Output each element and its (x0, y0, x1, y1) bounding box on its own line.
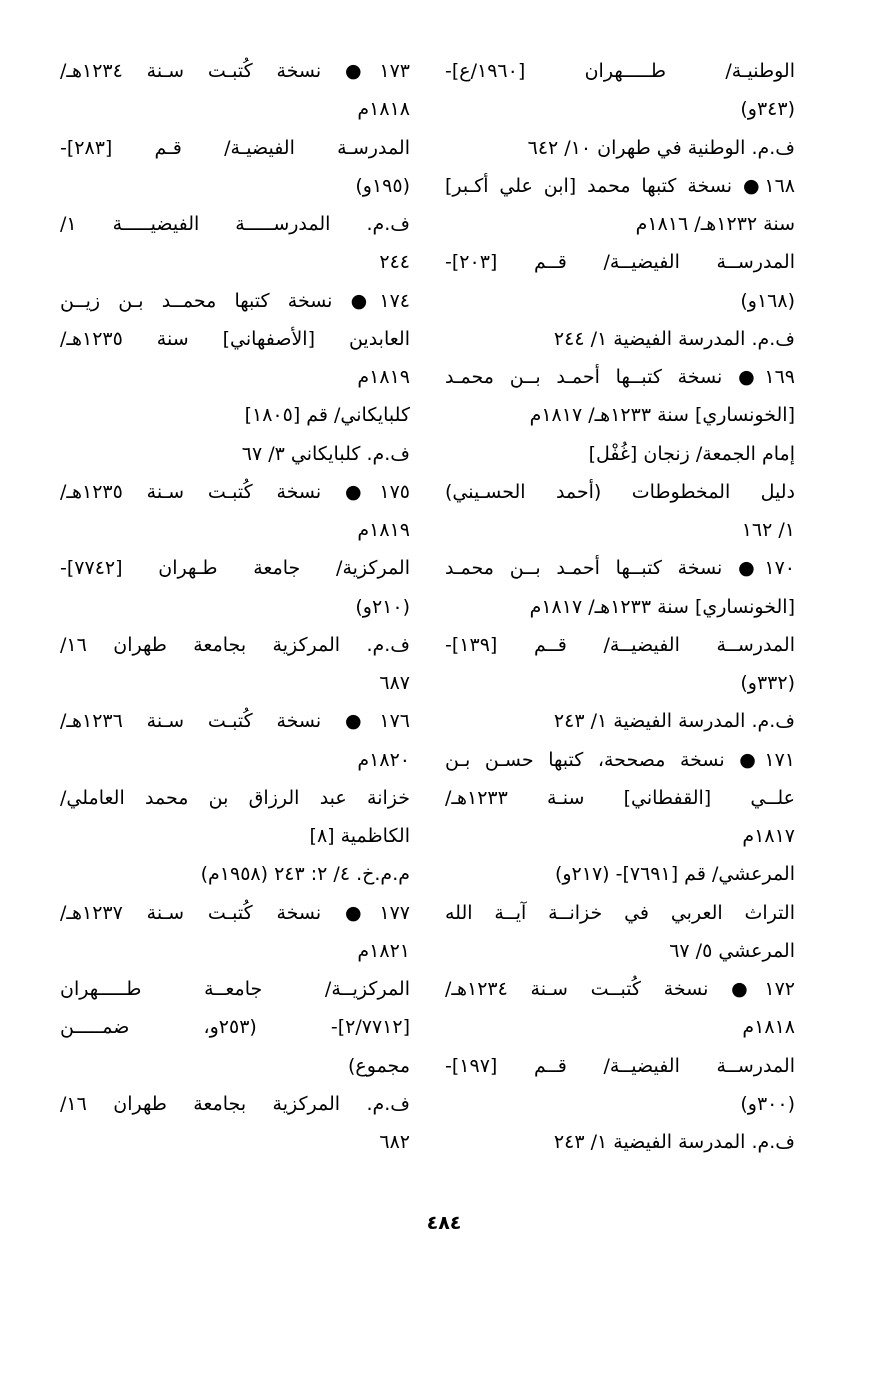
text-line: ف.م. المركزية بجامعة طهران ١٦/ (60, 633, 410, 656)
text-line: ١٦٨● نسخة كتبها محمد [ابن علي أكـبر] (445, 174, 795, 197)
text-line: (٣٣٢و) (740, 672, 795, 694)
text-line: ١٧٠● نسخة كتبــها أحمـد بــن محمـد (445, 557, 795, 580)
text-line: مجموع) (348, 1054, 410, 1077)
text-line: م.م.خ. ٤/ ٢: ٢٤٣ (١٩٥٨م) (200, 863, 410, 886)
text-line: ١٨٢٠م (357, 748, 410, 771)
left-column (60, 52, 410, 1161)
text-line: المركزية/ جامعة طـهران [٧٧٤٢]- (60, 557, 410, 580)
text-line: ٢٤٤ (379, 251, 410, 274)
text-line: (٣٠٠و) (740, 1092, 795, 1115)
text-line: المدرســة الفيضيــة/ قــم [١٩٧]- (445, 1054, 795, 1077)
text-line: العابدين [الأصفهاني] سنة ١٢٣٥هـ/ (60, 327, 410, 350)
text-line: خزانة عبد الرزاق بن محمد العاملي/ (60, 786, 410, 809)
text-line: ١٨٢١م (357, 939, 410, 962)
page-number: ٤٨٤ (426, 1212, 462, 1234)
text-line: ف.م. المركزية بجامعة طهران ١٦/ (60, 1092, 410, 1115)
text-line: المدرسـة الفيضيـة/ قـم [٢٨٣]- (60, 136, 410, 159)
text-line: الكاظمية [٨] (309, 825, 410, 847)
text-line: ١٧٣● نسخة كُتبـت سـنة ١٢٣٤هـ/ (60, 60, 410, 82)
text-line: إمام الجمعة/ زنجان [غُفْل] (588, 442, 795, 465)
text-line: دليل المخطوطات (أحمد الحسـيني) (445, 480, 795, 503)
text-line: المرعشي ٥/ ٦٧ (669, 939, 795, 962)
text-line: ف.م. المدرسة الفيضية ١/ ٢٤٣ (553, 1131, 795, 1153)
text-line: ١٨١٨م (357, 98, 410, 121)
text-line: ف.م. المدرسة الفيضية ١/ ٢٤٣ (553, 710, 795, 733)
text-line: (٢١٠و) (355, 595, 410, 618)
text-line: (٣٤٣و) (740, 98, 795, 121)
text-line: ٦٨٢ (379, 1131, 410, 1153)
text-line: ١٧٤● نسخة كتبها محمــد بـن زيــن (60, 289, 410, 312)
text-line: ١٧٧● نسخة كُتبـت سـنة ١٢٣٧هـ/ (60, 901, 410, 924)
text-line: [الخونساري] سنة ١٢٣٣هـ/ ١٨١٧م (529, 595, 795, 618)
text-line: ف.م. الوطنية في طهران ١٠/ ٦٤٢ (527, 136, 795, 159)
text-line: ١٧٢● نسخة كُتبــت سـنة ١٢٣٤هـ/ (445, 978, 795, 1000)
right-column (445, 52, 795, 1161)
text-line: سنة ١٢٣٢هـ/ ١٨١٦م (635, 213, 795, 235)
text-line: التراث العربي في خزانــة آيــة الله (445, 901, 795, 924)
text-line: المدرســة الفيضيــة/ قــم [١٣٩]- (445, 633, 795, 656)
text-line: [الخونساري] سنة ١٢٣٣هـ/ ١٨١٧م (529, 404, 795, 427)
text-line: الوطنيـة/ طـــــهران [١٩٦٠/ع]- (445, 60, 795, 82)
text-line: ١٧١● نسخة مصححة، كتبها حسـن بـن (445, 748, 795, 771)
text-line: ٦٨٧ (379, 672, 410, 694)
text-line: ١٦٩● نسخة كتبــها أحمـد بــن محمـد (445, 366, 795, 388)
text-line: [٢/٧٧١٢]- (٢٥٣و، ضمـــــن (60, 1016, 410, 1039)
text-line: (١٩٥و) (355, 174, 410, 197)
text-line: علــي [القفطاني] سنـة ١٢٣٣هـ/ (445, 786, 795, 809)
text-line: ١٧٥● نسخة كُتبـت سـنة ١٢٣٥هـ/ (60, 480, 410, 503)
text-line: المركزيــة/ جامعــة طـــــهران (60, 978, 410, 1000)
text-line: كلبايكاني/ قم [١٨٠٥] (244, 404, 410, 427)
text-line: ١٨١٩م (357, 519, 410, 541)
text-line: المدرســة الفيضيــة/ قــم [٢٠٣]- (445, 251, 795, 274)
text-line: ١٨١٧م (742, 825, 795, 847)
text-line: ١٨١٨م (742, 1016, 795, 1039)
text-line: ف.م. المدرســـــة الفيضيـــــة ١/ (60, 213, 410, 235)
text-line: المرعشي/ قم [٧٦٩١]- (٢١٧و) (554, 863, 795, 886)
text-line: ١٨١٩م (357, 366, 410, 388)
text-line: ف.م. المدرسة الفيضية ١/ ٢٤٤ (553, 327, 795, 350)
text-line: ١٧٦● نسخة كُتبـت سـنة ١٢٣٦هـ/ (60, 710, 410, 733)
text-line: ١/ ١٦٢ (741, 519, 795, 541)
text-line: ف.م. كلبايكاني ٣/ ٦٧ (241, 442, 410, 465)
text-line: (١٦٨و) (740, 289, 795, 312)
